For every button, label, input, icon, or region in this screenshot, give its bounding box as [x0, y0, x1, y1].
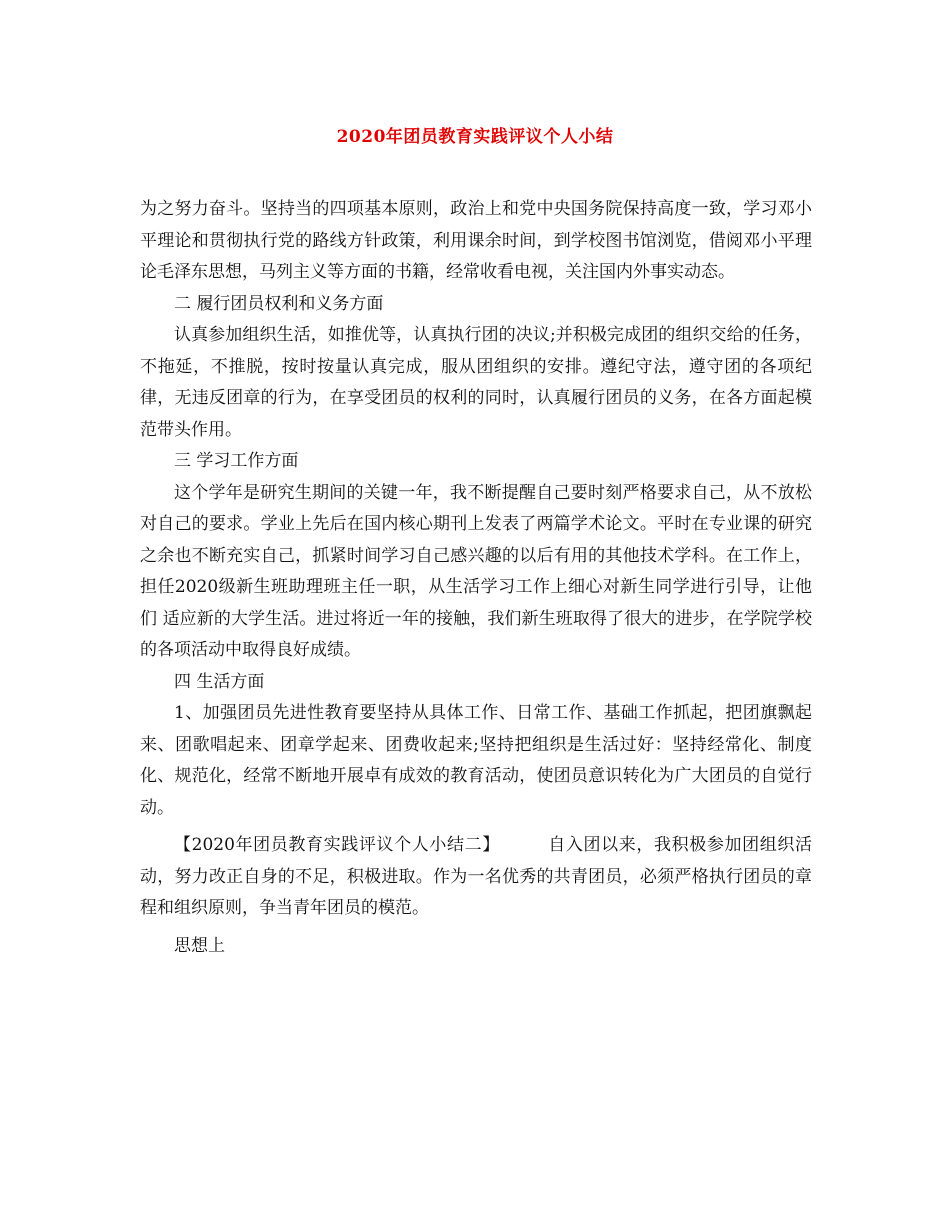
- paragraph-3: 这个学年是研究生期间的关键一年，我不断提醒自己要时刻严格要求自己，从不放松对自己的要求。学业上先后在国内核心期刊上发表了两篇学术论文。平时在专业课的研究之余也不断充实自己，抓紧时间学习自己感兴趣的以后有用的其他技术学科。在工作上，担任2020级新生班助理班主任一职，从生活学习工作上细心对新生同学进行引导，让他们 适应新的大学生活。进过将近一年的接触，我们新生班取得了很大的进步，在学院学校的各项活动中取得良好成绩。: [140, 482, 812, 660]
- paragraph-2: 认真参加组织生活，如推优等，认真执行团的决议;并积极完成团的组织交给的任务，不拖延，不推脱，按时按量认真完成，服从团组织的安排。遵纪守法，遵守团的各项纪律，无违反团章的行为，在享受团员的权利的同时，认真履行团员的义务，在各方面起模范带头作用。: [140, 325, 812, 440]
- paragraph-5: 【2020年团员教育实践评议个人小结二】 自入团以来，我积极参加团组织活动，努力改正自身的不足，积极进取。作为一名优秀的共青团员，必须严格执行团员的章程和组织原则，争当青年团员的模范。: [140, 835, 812, 918]
- document-title: 2020年团员教育实践评议个人小结: [336, 127, 614, 147]
- section-heading-2: 二 履行团员权利和义务方面: [174, 293, 384, 314]
- paragraph-6: 思想上: [174, 935, 225, 956]
- paragraph-4: 1、加强团员先进性教育要坚持从具体工作、日常工作、基础工作抓起，把团旗飘起来、团歌唱起来、团章学起来、团费收起来;坚持把组织是生活过好：坚持经常化、制度化、规范化，经常不断地开展卓有成效的教育活动，使团员意识转化为广大团员的自觉行动。: [140, 703, 812, 818]
- section-heading-4: 四 生活方面: [174, 671, 265, 692]
- document-body: [140, 194, 812, 962]
- paragraph-1: 为之努力奋斗。坚持当的四项基本原则，政治上和党中央国务院保持高度一致，学习邓小平理论和贯彻执行党的路线方针政策，利用课余时间，到学校图书馆浏览，借阅邓小平理论毛泽东思想，马列主义等方面的书籍，经常收看电视，关注国内外事实动态。: [140, 199, 812, 282]
- section-heading-3: 三 学习工作方面: [174, 451, 299, 471]
